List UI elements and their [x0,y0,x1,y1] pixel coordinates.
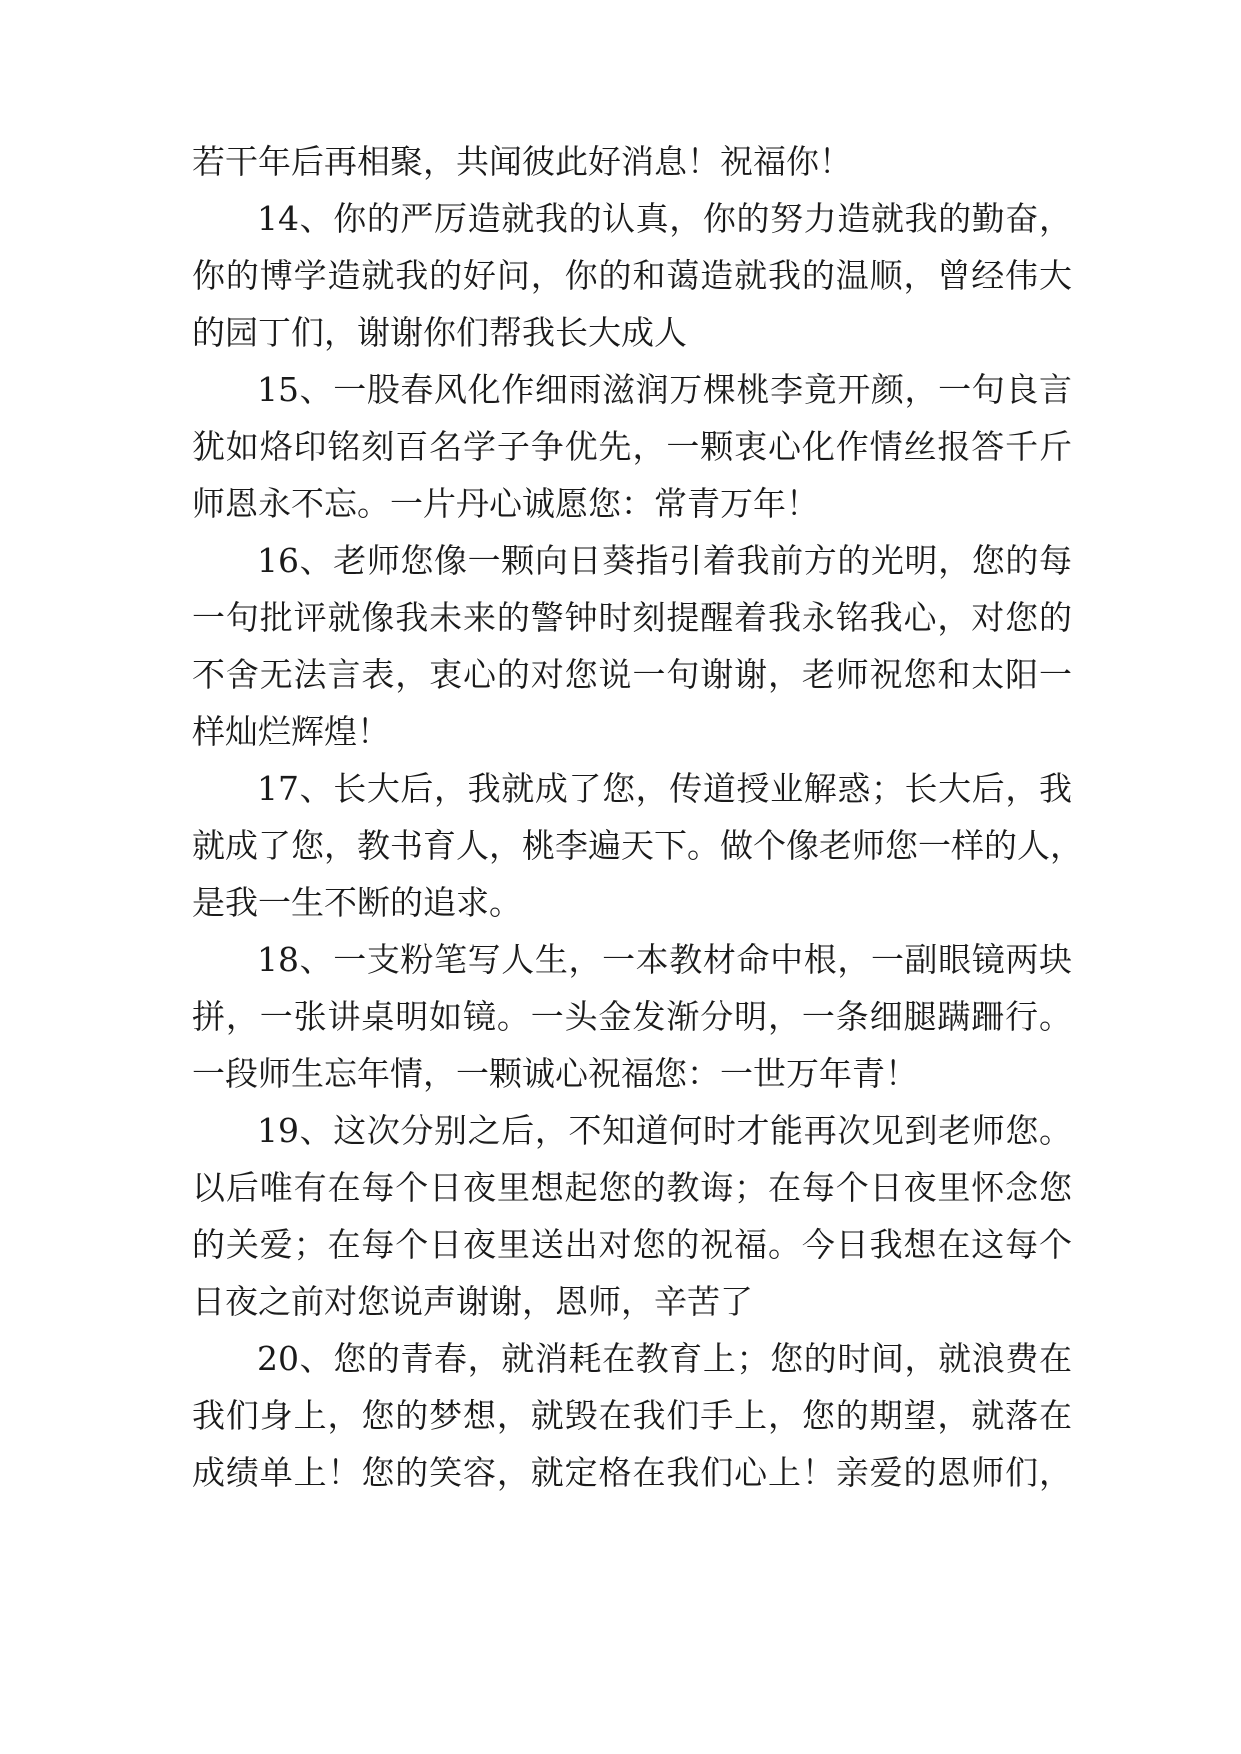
text-line: 师恩永不忘。一片丹心诚愿您：常青万年！ [192,484,819,523]
text-line: 若干年后再相聚，共闻彼此好消息！祝福你！ [192,142,852,181]
text-line: 成绩单上！您的笑容，就定格在我们心上！亲爱的恩师们， [192,1453,1072,1492]
text-line: 以后唯有在每个日夜里想起您的教诲；在每个日夜里怀念您 [192,1168,1072,1207]
text-line: 是我一生不断的追求。 [192,883,522,922]
paragraph-19-first-line: 19、这次分别之后，不知道何时才能再次见到老师您。 [257,1111,1072,1150]
text-line: 样灿烂辉煌！ [192,712,390,751]
text-line: 的关爱；在每个日夜里送出对您的祝福。今日我想在这每个 [192,1225,1072,1264]
text-line: 不舍无法言表，衷心的对您说一句谢谢，老师祝您和太阳一 [192,655,1072,694]
text-line: 一段师生忘年情，一颗诚心祝福您：一世万年青！ [192,1054,918,1093]
paragraph-14-first-line: 14、你的严厉造就我的认真，你的努力造就我的勤奋， [257,199,1072,238]
paragraph-18-first-line: 18、一支粉笔写人生，一本教材命中根，一副眼镜两块 [257,940,1072,979]
paragraph-16-first-line: 16、老师您像一颗向日葵指引着我前方的光明，您的每 [257,541,1072,580]
text-line: 拼，一张讲桌明如镜。一头金发渐分明，一条细腿蹒跚行。 [192,997,1072,1036]
text-line: 日夜之前对您说声谢谢，恩师，辛苦了 [192,1282,753,1321]
paragraph-15-first-line: 15、一股春风化作细雨滋润万棵桃李竟开颜，一句良言 [257,370,1072,409]
text-line: 就成了您，教书育人，桃李遍天下。做个像老师您一样的人， [192,826,1083,865]
text-line: 我们身上，您的梦想，就毁在我们手上，您的期望，就落在 [192,1396,1072,1435]
text-line: 犹如烙印铭刻百名学子争优先，一颗衷心化作情丝报答千斤 [192,427,1072,466]
paragraph-20-first-line: 20、您的青春，就消耗在教育上；您的时间，就浪费在 [257,1339,1072,1378]
paragraph-17-first-line: 17、长大后，我就成了您，传道授业解惑；长大后，我 [257,769,1072,808]
text-line: 你的博学造就我的好问，你的和蔼造就我的温顺，曾经伟大 [192,256,1072,295]
text-line: 的园丁们，谢谢你们帮我长大成人 [192,313,687,352]
text-line: 一句批评就像我未来的警钟时刻提醒着我永铭我心，对您的 [192,598,1072,637]
